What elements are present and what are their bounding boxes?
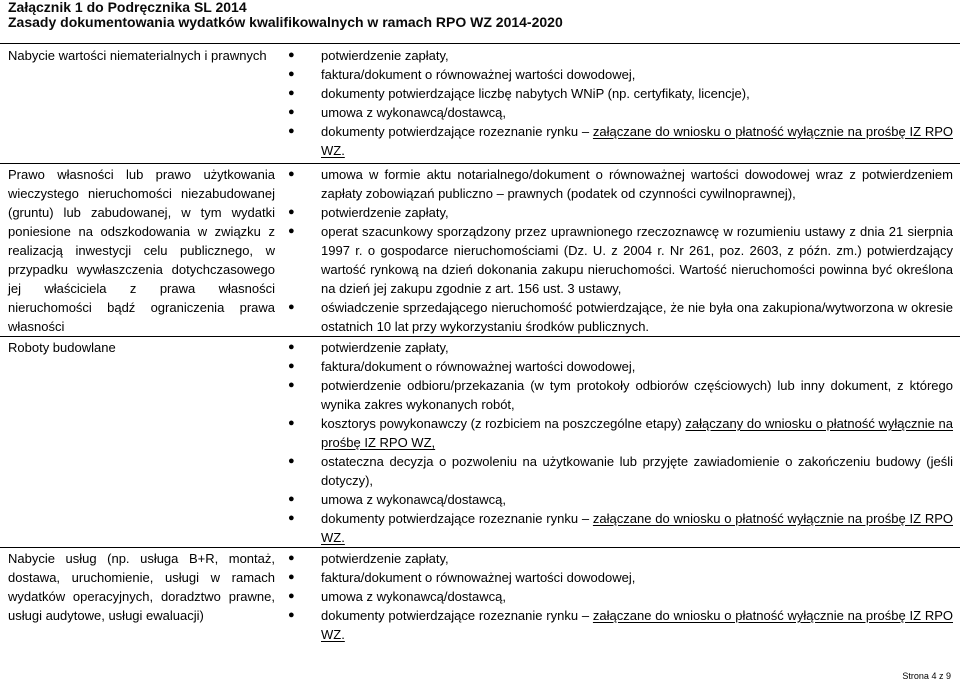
- list-item: [283, 414, 953, 452]
- list-item-underlined-text: załączane do wniosku o płatność wyłącznie na prośbę IZ RPO WZ.: [321, 124, 953, 158]
- expense-category: Prawo własności lub prawo użytkowania wieczystego nieruchomości niezabudowanej (gruntu) lub zabudowanej, w tym wydatki poniesione na odszkodowania w związku z realizacją inwestycji celu publicznego, w przypadku wywłaszczenia dotychczasowego jej właściciela z prawa własności nieruchomości bądź ograniczenia prawa własności: [8, 167, 275, 334]
- list-item: [283, 338, 953, 357]
- document-title: Załącznik 1 do Podręcznika SL 2014: [8, 0, 247, 15]
- list-item-text: dokumenty potwierdzające rozeznanie rynku –: [321, 124, 593, 139]
- table-row: [0, 164, 960, 337]
- required-documents-cell: [283, 164, 960, 337]
- table-row: [0, 337, 960, 548]
- list-item-text: dokumenty potwierdzające liczbę nabytych WNiP (np. certyfikaty, licencje),: [321, 86, 750, 101]
- expense-category: Nabycie wartości niematerialnych i prawnych: [8, 48, 267, 63]
- list-item-text: faktura/dokument o równoważnej wartości dowodowej,: [321, 359, 636, 374]
- expense-documentation-table: [0, 43, 960, 644]
- bullet-icon: ●: [288, 417, 295, 429]
- page-number: 4: [931, 671, 937, 681]
- bullet-icon: ●: [288, 360, 295, 372]
- page-total: 9: [945, 671, 951, 681]
- required-documents-cell: [283, 337, 960, 548]
- bullet-icon: ●: [288, 341, 295, 353]
- list-item: [283, 606, 953, 644]
- bullet-icon: ●: [288, 49, 295, 61]
- list-item: [283, 587, 953, 606]
- list-item-text: operat szacunkowy sporządzony przez uprawnionego rzeczoznawcę w rozumieniu ustawy z dnia 21 sierpnia 1997 r. o gospodarce nieruchomościami (Dz. U. z 2004 r. Nr 261, poz. 2603, z późn. zm.) potwierdzający wartość rynkową na dzień dokonania zakupu nieruchomości. Wartość nieruchomości powinna być określona na dzień jej zakupu zgodnie z art. 156 ust. 3 ustawy,: [321, 224, 953, 296]
- list-item: [283, 568, 953, 587]
- page-separator: z: [936, 671, 946, 681]
- bullet-icon: ●: [288, 68, 295, 80]
- list-item-text: umowa z wykonawcą/dostawcą,: [321, 492, 506, 507]
- list-item-text: dokumenty potwierdzające rozeznanie rynku –: [321, 608, 593, 623]
- list-item: [283, 103, 953, 122]
- page-label: Strona: [902, 671, 932, 681]
- required-documents-list: [283, 46, 953, 160]
- bullet-icon: ●: [288, 106, 295, 118]
- bullet-icon: ●: [288, 225, 295, 237]
- list-item: [283, 298, 953, 336]
- list-item-text: umowa z wykonawcą/dostawcą,: [321, 589, 506, 604]
- list-item-text: faktura/dokument o równoważnej wartości dowodowej,: [321, 67, 636, 82]
- list-item: [283, 46, 953, 65]
- list-item: [283, 203, 953, 222]
- list-item-text: potwierdzenie odbioru/przekazania (w tym protokoły odbiorów częściowych) lub inny dokument, z którego wynika zakres wykonanych robót,: [321, 378, 953, 412]
- expense-category: Roboty budowlane: [8, 340, 116, 355]
- list-item-text: kosztorys powykonawczy (z rozbiciem na poszczególne etapy): [321, 416, 686, 431]
- list-item-text: dokumenty potwierdzające rozeznanie rynku –: [321, 511, 593, 526]
- required-documents-cell: [283, 44, 960, 164]
- list-item: [283, 84, 953, 103]
- bullet-icon: ●: [288, 552, 295, 564]
- list-item-underlined-text: załączane do wniosku o płatność wyłącznie na prośbę IZ RPO WZ.: [321, 608, 953, 642]
- list-item-text: potwierdzenie zapłaty,: [321, 205, 449, 220]
- expense-category: Nabycie usług (np. usługa B+R, montaż, dostawa, uruchomienie, usługi w ramach wydatków operacyjnych, doradztwo prawne, usługi audytowe, usługi ewaluacji): [8, 551, 275, 623]
- list-item-underlined-text: załączany do wniosku o płatność wyłącznie na prośbę IZ RPO WZ,: [321, 416, 953, 450]
- bullet-icon: ●: [288, 301, 295, 313]
- bullet-icon: ●: [288, 493, 295, 505]
- bullet-icon: ●: [288, 609, 295, 621]
- list-item: [283, 165, 953, 203]
- bullet-icon: ●: [288, 87, 295, 99]
- page-footer: [902, 671, 951, 682]
- bullet-icon: ●: [288, 512, 295, 524]
- expense-category-cell: [0, 337, 283, 548]
- list-item: [283, 122, 953, 160]
- table-row: [0, 548, 960, 645]
- list-item-text: faktura/dokument o równoważnej wartości dowodowej,: [321, 570, 636, 585]
- bullet-icon: ●: [288, 125, 295, 137]
- list-item-text: umowa z wykonawcą/dostawcą,: [321, 105, 506, 120]
- required-documents-list: [283, 165, 953, 336]
- bullet-icon: ●: [288, 590, 295, 602]
- document-subtitle: Zasady dokumentowania wydatków kwalifikowalnych w ramach RPO WZ 2014-2020: [8, 14, 563, 30]
- list-item: [283, 222, 953, 298]
- bullet-icon: ●: [288, 379, 295, 391]
- expense-category-cell: [0, 164, 283, 337]
- list-item-underlined-text: załączane do wniosku o płatność wyłącznie na prośbę IZ RPO WZ.: [321, 511, 953, 545]
- list-item: [283, 490, 953, 509]
- bullet-icon: ●: [288, 571, 295, 583]
- list-item: [283, 357, 953, 376]
- expense-category-cell: [0, 548, 283, 645]
- list-item-text: potwierdzenie zapłaty,: [321, 551, 449, 566]
- list-item-text: potwierdzenie zapłaty,: [321, 48, 449, 63]
- required-documents-list: [283, 338, 953, 547]
- list-item-text: oświadczenie sprzedającego nieruchomość potwierdzające, że nie była ona zakupiona/wytworzona w okresie ostatnich 10 lat przy wykorzystaniu środków publicznych.: [321, 300, 953, 334]
- expense-category-cell: [0, 44, 283, 164]
- bullet-icon: ●: [288, 206, 295, 218]
- bullet-icon: ●: [288, 455, 295, 467]
- document-header: [8, 0, 952, 31]
- required-documents-cell: [283, 548, 960, 645]
- list-item: [283, 376, 953, 414]
- list-item: [283, 452, 953, 490]
- table-row: [0, 44, 960, 164]
- bullet-icon: ●: [288, 168, 295, 180]
- required-documents-list: [283, 549, 953, 644]
- list-item-text: ostateczna decyzja o pozwoleniu na użytkowanie lub przyjęte zawiadomienie o zakończeniu budowy (jeśli dotyczy),: [321, 454, 953, 488]
- list-item: [283, 549, 953, 568]
- list-item: [283, 65, 953, 84]
- list-item-text: umowa w formie aktu notarialnego/dokument o równoważnej wartości dowodowej wraz z potwierdzeniem zapłaty zobowiązań publiczno – prawnych (podatek od czynności cywilnoprawnej),: [321, 167, 953, 201]
- list-item: [283, 509, 953, 547]
- list-item-text: potwierdzenie zapłaty,: [321, 340, 449, 355]
